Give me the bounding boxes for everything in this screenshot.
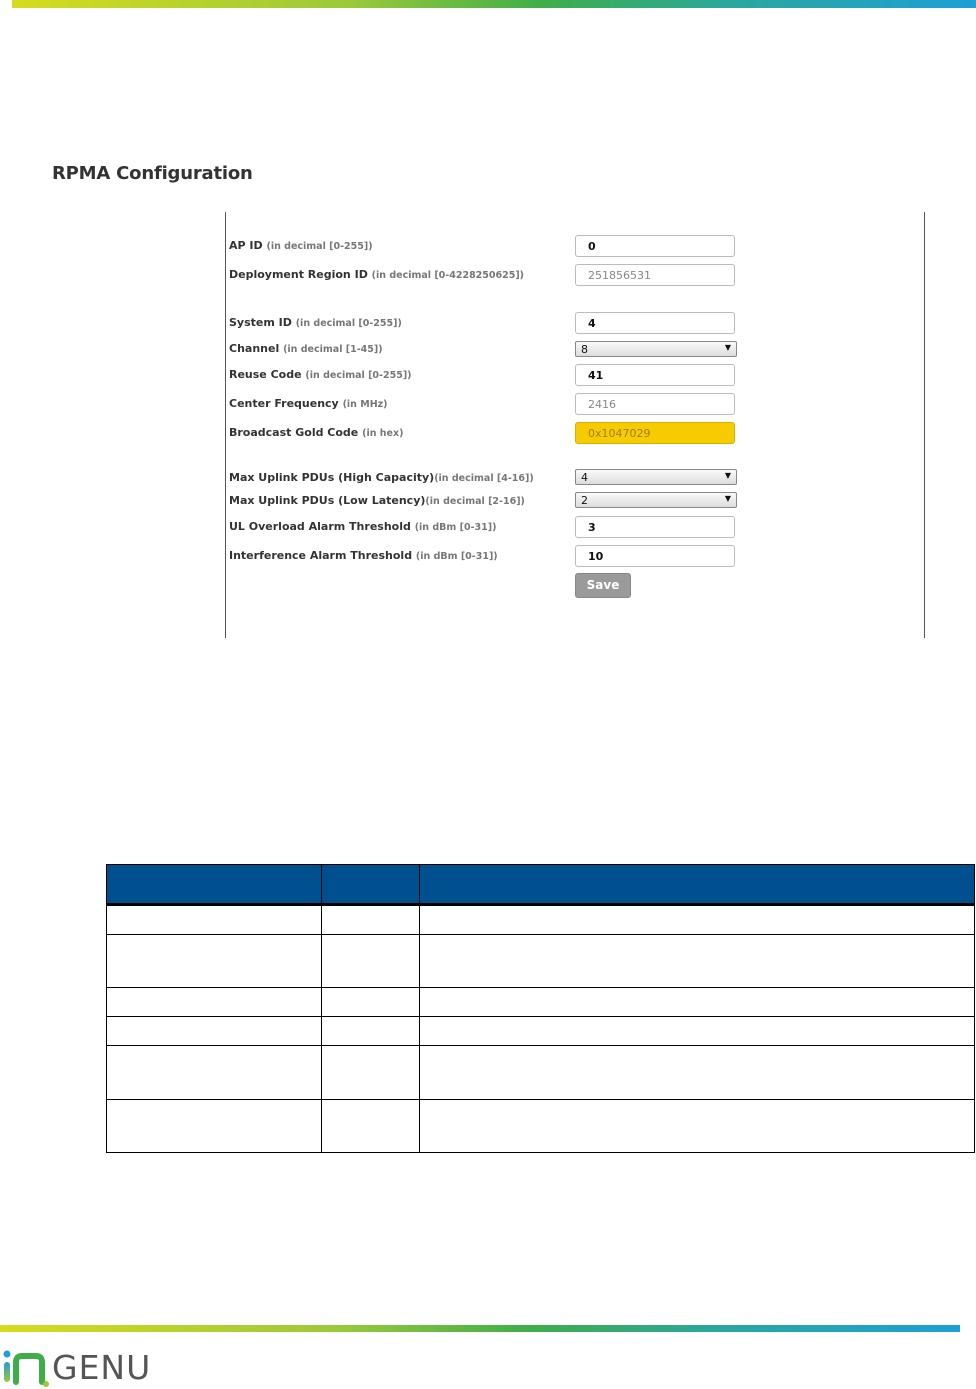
table-header-cell <box>107 865 322 905</box>
table-cell <box>107 1100 322 1153</box>
table-cell <box>107 1017 322 1046</box>
table-cell <box>322 988 420 1017</box>
table-row <box>107 1100 975 1153</box>
reuse-code-label <box>229 368 412 381</box>
label-hint: (in decimal [0-255]) <box>305 370 412 381</box>
table-header-row <box>107 865 975 905</box>
bottom-gradient-bar <box>0 1325 960 1332</box>
table-cell <box>322 905 420 935</box>
label-text: Center Frequency <box>229 397 339 410</box>
table-row <box>107 905 975 935</box>
system-id-input[interactable]: 4 <box>575 312 735 334</box>
ul-overload-alarm-label <box>229 520 496 533</box>
table-cell <box>107 988 322 1017</box>
table-row <box>107 935 975 988</box>
table-cell <box>420 1017 975 1046</box>
table-cell <box>420 905 975 935</box>
save-button[interactable]: Save <box>575 573 631 598</box>
table-cell <box>322 1017 420 1046</box>
label-hint: (in dBm [0-31]) <box>414 522 497 533</box>
rpma-config-form <box>225 212 925 638</box>
label-text: AP ID <box>229 239 263 252</box>
label-hint: (in decimal [0-255]) <box>295 318 402 329</box>
table-header-cell <box>322 865 420 905</box>
max-uplink-low-latency-label <box>229 494 525 507</box>
table-cell <box>322 1100 420 1153</box>
channel-select[interactable] <box>575 341 737 357</box>
center-frequency-label <box>229 397 388 410</box>
max-uplink-high-capacity-select[interactable] <box>575 469 737 485</box>
label-text: Interference Alarm Threshold <box>229 549 413 562</box>
max-uplink-high-capacity-label <box>229 471 534 484</box>
table-cell <box>420 935 975 988</box>
label-text: Reuse Code <box>229 368 302 381</box>
table-cell <box>322 1046 420 1100</box>
table-cell <box>420 1046 975 1100</box>
label-hint: (in decimal [0-4228250625]) <box>371 270 525 281</box>
label-text: Max Uplink PDUs (Low Latency) <box>229 494 426 507</box>
system-id-label <box>229 316 402 329</box>
table-cell <box>420 1100 975 1153</box>
table-row <box>107 988 975 1017</box>
table-cell <box>420 988 975 1017</box>
parameter-table <box>106 864 975 1153</box>
ingenu-logo <box>2 1344 172 1389</box>
interference-alarm-label <box>229 549 498 562</box>
label-hint: (in MHz) <box>342 399 388 410</box>
selected-value: 8 <box>581 343 588 356</box>
label-text: Deployment Region ID <box>229 268 368 281</box>
interference-alarm-input[interactable]: 10 <box>575 545 735 567</box>
page-title: RPMA Configuration <box>52 163 253 184</box>
table-cell <box>107 1046 322 1100</box>
table-cell <box>322 935 420 988</box>
label-hint: (in hex) <box>362 428 404 439</box>
center-frequency-field: 2416 <box>575 393 735 415</box>
chevron-down-icon: ▼ <box>724 471 731 480</box>
ap-id-label <box>229 239 373 252</box>
label-hint: (in decimal [0-255]) <box>266 241 373 252</box>
label-hint: (in decimal [2-16]) <box>425 496 525 507</box>
selected-value: 4 <box>581 471 588 484</box>
ul-overload-alarm-input[interactable]: 3 <box>575 516 735 538</box>
label-text: Broadcast Gold Code <box>229 426 359 439</box>
chevron-down-icon: ▼ <box>724 343 731 352</box>
channel-label <box>229 342 383 355</box>
label-hint: (in dBm [0-31]) <box>415 551 498 562</box>
ap-id-input[interactable]: 0 <box>575 235 735 257</box>
deployment-region-id-label <box>229 268 524 281</box>
label-text: Max Uplink PDUs (High Capacity) <box>229 471 435 484</box>
label-hint: (in decimal [1-45]) <box>283 344 383 355</box>
broadcast-gold-code-label <box>229 426 403 439</box>
chevron-down-icon: ▼ <box>724 494 731 503</box>
label-hint: (in decimal [4-16]) <box>434 473 534 484</box>
table-cell <box>107 935 322 988</box>
table-header-cell <box>420 865 975 905</box>
reuse-code-input[interactable]: 41 <box>575 364 735 386</box>
top-gradient-bar <box>12 0 976 8</box>
max-uplink-low-latency-select[interactable] <box>575 492 737 508</box>
selected-value: 2 <box>581 494 588 507</box>
svg-text:GENU: GENU <box>52 1348 152 1387</box>
table-cell <box>107 905 322 935</box>
broadcast-gold-code-field: 0x1047029 <box>575 422 735 444</box>
table-row <box>107 1017 975 1046</box>
table-row <box>107 1046 975 1100</box>
label-text: Channel <box>229 342 280 355</box>
label-text: UL Overload Alarm Threshold <box>229 520 411 533</box>
deployment-region-id-field: 251856531 <box>575 264 735 286</box>
label-text: System ID <box>229 316 292 329</box>
